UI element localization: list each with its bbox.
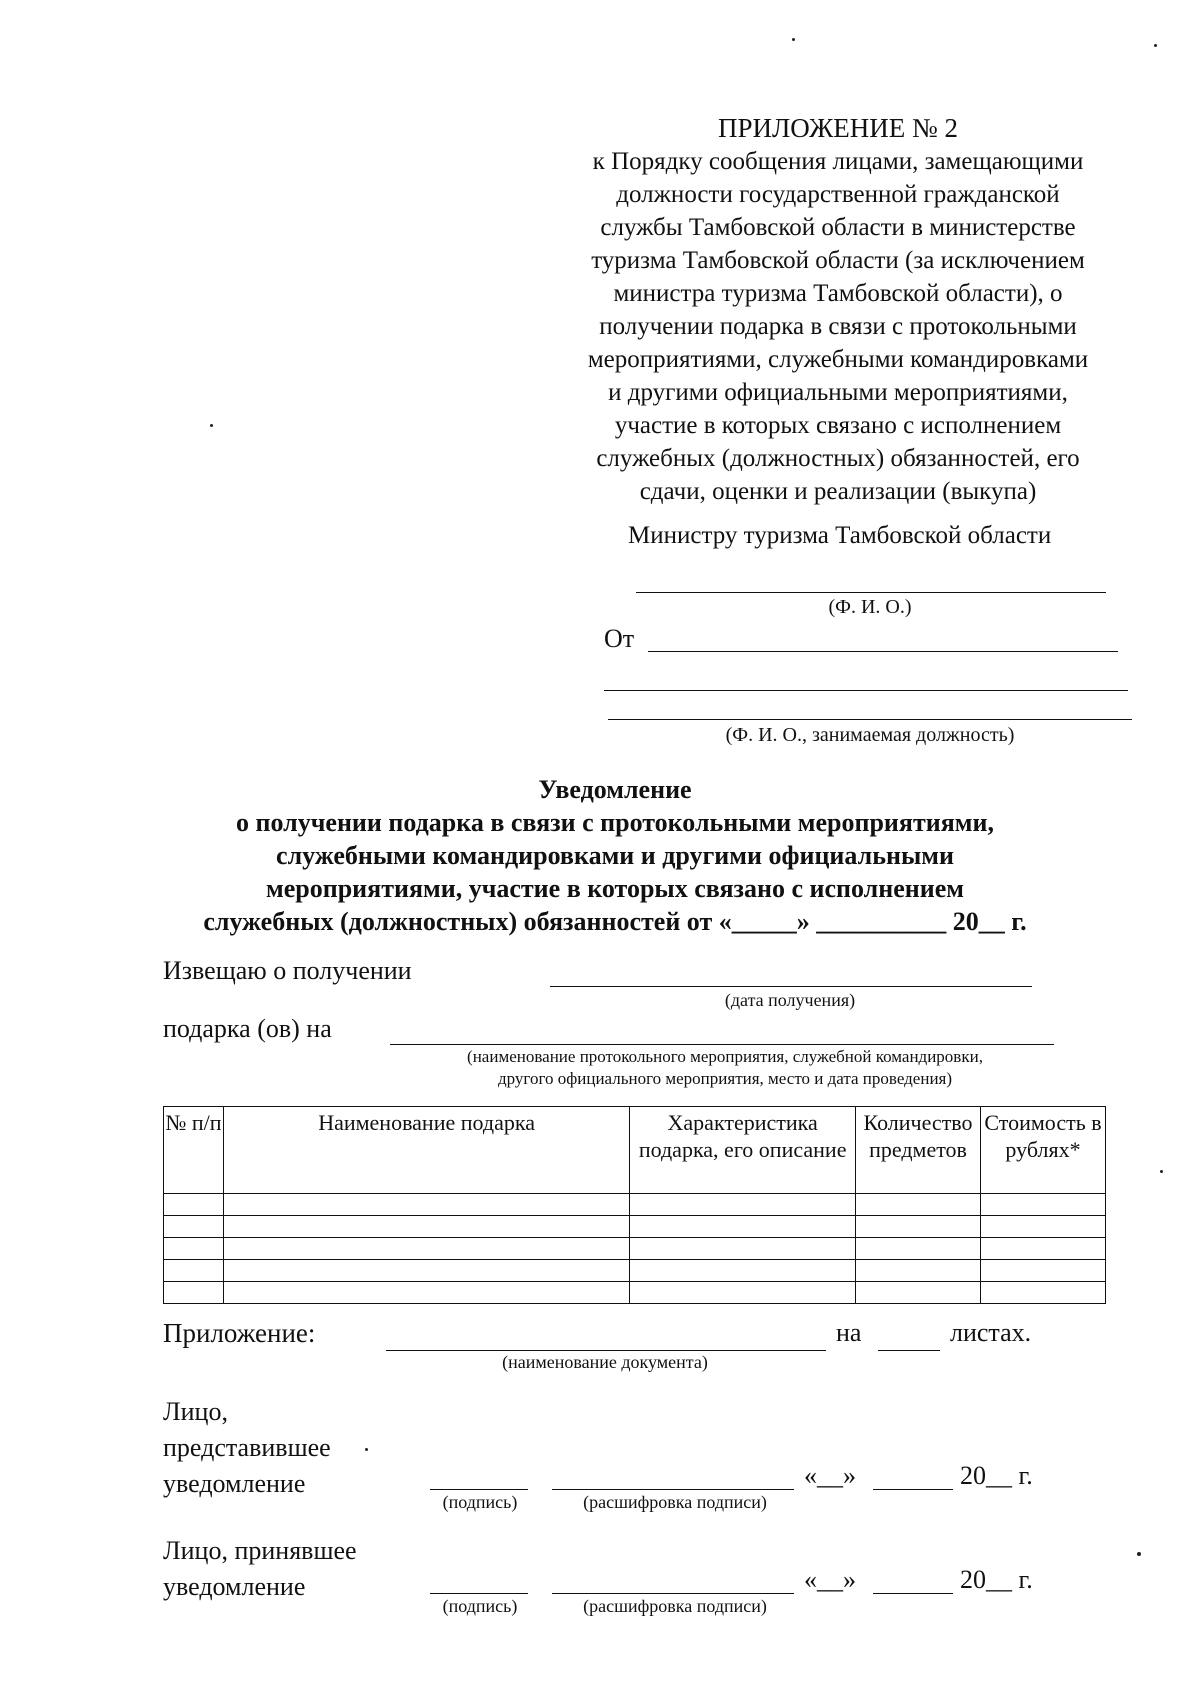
from-line-1 (648, 651, 1118, 652)
attachment-sheets: листах. (950, 1318, 1032, 1347)
gift-label: подарка (ов) на (163, 1014, 332, 1043)
col-name-header: Наименование подарка (223, 1107, 629, 1194)
table-row (164, 1238, 1106, 1260)
attachment-doc-line[interactable] (386, 1350, 826, 1351)
notice-line: мероприятиями, участие в которых связано с исполнением (266, 874, 964, 903)
appendix-line: и другими официальными мероприятиями, (608, 379, 1068, 406)
table-cell[interactable] (164, 1282, 224, 1304)
accepted-decode-caption: (расшифровка подписи) (583, 1596, 767, 1616)
submitted-signature-line[interactable] (430, 1489, 528, 1490)
event-line[interactable] (390, 1044, 1054, 1045)
notice-block (150, 773, 1080, 938)
table-cell[interactable] (856, 1260, 981, 1282)
submitted-decode-caption: (расшифровка подписи) (583, 1492, 767, 1512)
submitted-label-line: представившее (163, 1433, 331, 1462)
received-label: Извещаю о получении (163, 956, 412, 985)
table-row (164, 1260, 1106, 1282)
appendix-line: службы Тамбовской области в министерстве (600, 214, 1076, 241)
table-cell[interactable] (856, 1216, 981, 1238)
appendix-line: министра туризма Тамбовской области), о (613, 280, 1063, 307)
date-received-line[interactable] (550, 986, 1032, 987)
col-cost-header: Стоимость в рублях* (981, 1107, 1106, 1194)
from-line-2 (604, 690, 1128, 691)
table-cell[interactable] (981, 1238, 1106, 1260)
notice-title: Уведомление (538, 775, 692, 804)
accepted-year: 20__ г. (960, 1565, 1033, 1594)
accepted-month-line[interactable] (873, 1593, 953, 1594)
appendix-line: участие в которых связано с исполнением (614, 412, 1062, 439)
appendix-title: ПРИЛОЖЕНИЕ № 2 (717, 113, 959, 143)
event-caption-line-1: (наименование протокольного мероприятия, служебной командировки, (467, 1047, 983, 1066)
col-description-header: Характеристика подарка, его описание (630, 1107, 856, 1194)
appendix-line: служебных (должностных) обязанностей, его (596, 445, 1080, 472)
scan-speck (1137, 1552, 1141, 1556)
table-cell[interactable] (164, 1194, 224, 1216)
accepted-signature-line[interactable] (430, 1593, 528, 1594)
submitted-year: 20__ г. (960, 1461, 1033, 1490)
notice-line: служебных (должностных) обязанностей от «_____» __________ 20__ г. (203, 907, 1027, 936)
scan-speck (1154, 44, 1157, 47)
table-cell[interactable] (856, 1238, 981, 1260)
submitted-label-line: Лицо, (163, 1397, 228, 1426)
table-cell[interactable] (164, 1260, 224, 1282)
table-cell[interactable] (223, 1282, 629, 1304)
event-caption-line-2: другого официального мероприятия, место и дата проведения) (497, 1069, 953, 1088)
table-row (164, 1216, 1106, 1238)
from-caption: (Ф. И. О., занимаемая должность) (725, 724, 1015, 746)
attachment-doc-caption: (наименование документа) (502, 1352, 708, 1372)
col-number-header: № п/п (164, 1107, 224, 1194)
submitted-decode-line[interactable] (552, 1489, 794, 1490)
table-cell[interactable] (981, 1260, 1106, 1282)
submitted-label (163, 1394, 331, 1502)
scan-speck (792, 38, 795, 41)
event-caption (400, 1046, 1050, 1090)
table-cell[interactable] (164, 1216, 224, 1238)
notice-line: служебными командировками и другими официальными (276, 841, 954, 870)
table-cell[interactable] (223, 1194, 629, 1216)
submitted-signature-caption: (подпись) (442, 1492, 518, 1512)
appendix-line: к Порядку сообщения лицами, замещающими (592, 148, 1084, 175)
appendix-line: туризма Тамбовской области (за исключением (591, 247, 1085, 274)
accepted-label (163, 1533, 357, 1605)
table-cell[interactable] (981, 1282, 1106, 1304)
accepted-label-line: уведомление (163, 1572, 306, 1601)
scan-speck (1160, 1170, 1163, 1173)
date-caption: (дата получения) (724, 990, 856, 1010)
appendix-block (548, 112, 1128, 508)
submitted-month-line[interactable] (873, 1489, 953, 1490)
table-cell[interactable] (164, 1238, 224, 1260)
attachment-on: на (836, 1318, 862, 1347)
table-cell[interactable] (223, 1238, 629, 1260)
accepted-day-blank[interactable]: «__» (804, 1565, 856, 1594)
table-row (164, 1194, 1106, 1216)
table-cell[interactable] (630, 1216, 856, 1238)
submitted-day-blank[interactable]: «__» (804, 1461, 856, 1490)
table-cell[interactable] (630, 1238, 856, 1260)
table-cell[interactable] (223, 1216, 629, 1238)
appendix-line: должности государственной гражданской (616, 181, 1060, 208)
addressee-fio-line (636, 592, 1106, 593)
table-cell[interactable] (630, 1282, 856, 1304)
gifts-table (163, 1106, 1106, 1304)
accepted-signature-caption: (подпись) (442, 1596, 518, 1616)
accepted-label-line: Лицо, принявшее (163, 1536, 357, 1565)
table-row (164, 1282, 1106, 1304)
table-header-row (164, 1107, 1106, 1194)
addressee-to: Министру туризма Тамбовской области (628, 522, 1052, 549)
table-cell[interactable] (630, 1260, 856, 1282)
appendix-line: сдачи, оценки и реализации (выкупа) (639, 478, 1037, 505)
table-cell[interactable] (981, 1194, 1106, 1216)
table-cell[interactable] (223, 1260, 629, 1282)
appendix-line: мероприятиями, служебными командировками (587, 346, 1089, 373)
attachment-sheets-line[interactable] (878, 1350, 940, 1351)
notice-line: о получении подарка в связи с протокольными мероприятиями, (236, 808, 994, 837)
table-cell[interactable] (856, 1194, 981, 1216)
accepted-decode-line[interactable] (552, 1593, 794, 1594)
table-cell[interactable] (856, 1282, 981, 1304)
table-cell[interactable] (981, 1216, 1106, 1238)
from-label: От (604, 624, 635, 653)
scan-speck (210, 424, 213, 427)
from-line-3 (608, 719, 1132, 720)
addressee-fio-caption: (Ф. И. О.) (828, 596, 912, 618)
table-cell[interactable] (630, 1194, 856, 1216)
attachment-label: Приложение: (163, 1318, 316, 1348)
appendix-line: получении подарка в связи с протокольными (599, 313, 1077, 340)
submitted-label-line: уведомление (163, 1469, 306, 1498)
col-quantity-header: Количество предметов (856, 1107, 981, 1194)
scan-speck (365, 1448, 368, 1451)
